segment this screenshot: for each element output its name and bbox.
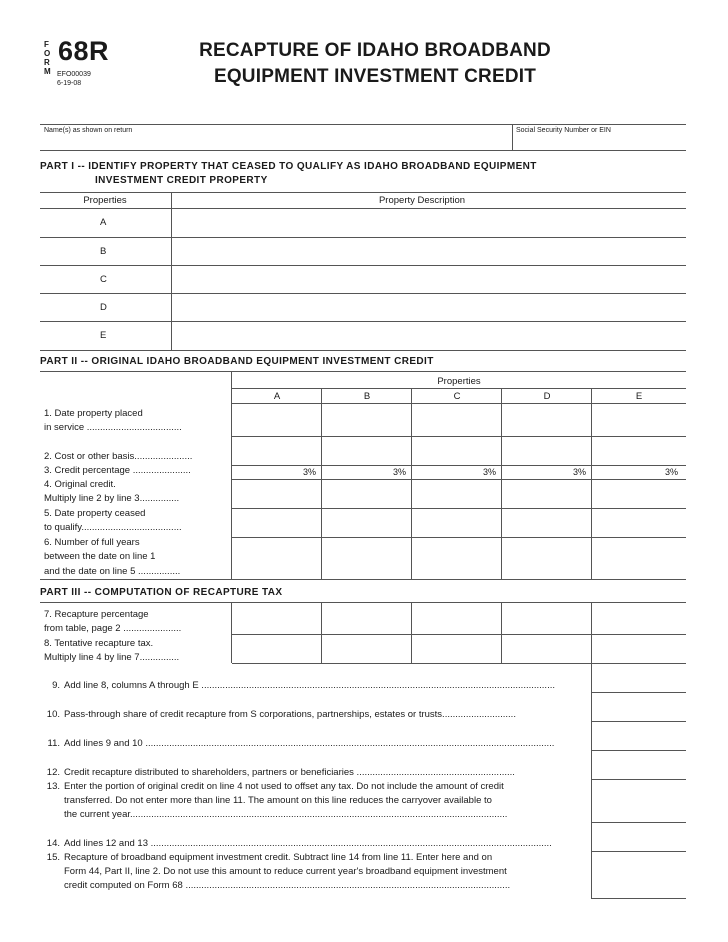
description-field-a[interactable] [173, 209, 685, 236]
part2-col-d: D [543, 391, 551, 402]
description-field-d[interactable] [173, 294, 685, 320]
line11-amount-field[interactable] [593, 722, 685, 749]
part2-line2: 2. Cost or other basis...................... [44, 451, 193, 462]
credit-pct-d: 3% [572, 467, 586, 477]
part2-line3: 3. Credit percentage ...................... [44, 465, 191, 476]
line9: 9. Add line 8, columns A through E ...................................................................................................................................... [52, 680, 555, 691]
part2-line1: 1. Date property placed in service .................................... [44, 408, 182, 434]
credit-pct-c: 3% [482, 467, 496, 477]
part1-row-c: C [100, 274, 107, 285]
form-date: 6-19-08 [57, 80, 82, 87]
part1-row-e: E [100, 330, 107, 341]
part2-properties-header: Properties [437, 376, 481, 387]
part2-col-e: E [635, 391, 643, 402]
part1-title: PART I -- IDENTIFY PROPERTY THAT CEASED TO QUALIFY AS IDAHO BROADBAND EQUIPMENT [40, 161, 537, 172]
line9-amount-field[interactable] [593, 664, 685, 691]
line13-amount-field[interactable] [593, 780, 685, 821]
line14: 14. Add lines 12 and 13 ........................................................................................................................................................ [46, 838, 552, 849]
description-field-c[interactable] [173, 266, 685, 292]
part3-line7: 7. Recapture percentage from table, page 2 ...................... [44, 609, 182, 635]
part2-title: PART II -- ORIGINAL IDAHO BROADBAND EQUIPMENT INVESTMENT CREDIT [40, 356, 434, 367]
part2-col-a: A [273, 391, 281, 402]
line10: 10. Pass-through share of credit recapture from S corporations, partnerships, estates or trusts............................ [46, 709, 516, 720]
credit-pct-e: 3% [664, 467, 678, 477]
ssn-field[interactable] [514, 134, 684, 149]
part2-line4: 4. Original credit. Multiply line 2 by line 3............... [44, 479, 180, 505]
line15-amount-field[interactable] [593, 852, 685, 897]
part1-row-a: A [100, 217, 107, 228]
line13: 13. Enter the portion of original credit on line 4 not used to offset any tax. Do not include the amount of credit [46, 781, 504, 792]
form-vertical-label: F O R M [44, 40, 51, 76]
description-field-b[interactable] [173, 238, 685, 264]
part1-row-d: D [100, 302, 107, 313]
credit-pct-b: 3% [392, 467, 406, 477]
line11: 11. Add lines 9 and 10 ........................................................................................................................................................... [47, 738, 555, 749]
form-number: 68R [58, 36, 110, 66]
name-label: Name(s) as shown on return [44, 127, 133, 134]
name-field[interactable] [40, 134, 510, 149]
line15: 15. Recapture of broadband equipment investment credit. Subtract line 14 from line 11. Enter here and on [46, 852, 493, 863]
form-code: EFO00039 [57, 71, 91, 78]
part2-line6: 6. Number of full years between the date on line 1 and the date on line 5 ................ [44, 537, 181, 577]
form-title-line2: EQUIPMENT INVESTMENT CREDIT [213, 66, 537, 87]
line12: 12. Credit recapture distributed to shareholders, partners or beneficiaries ............................................................ [46, 767, 515, 778]
line12-amount-field[interactable] [593, 751, 685, 778]
line15-cont1: Form 44, Part II, line 2. Do not use this amount to reduce current year's broadband equipment investment [64, 866, 507, 877]
part1-title-cont: INVESTMENT CREDIT PROPERTY [95, 175, 268, 186]
part2-line5: 5. Date property ceased to qualify...................................... [44, 508, 182, 534]
part3-line8: 8. Tentative recapture tax. Multiply line 4 by line 7............... [44, 638, 180, 664]
line13-cont2: the current year............................................................................................................................................... [64, 809, 508, 820]
line13-cont1: transferred. Do not enter more than line 11. The amount on this line reduces the carryover available to [64, 795, 492, 806]
line14-amount-field[interactable] [593, 823, 685, 850]
part1-col-properties: Properties [83, 195, 127, 206]
credit-pct-a: 3% [302, 467, 316, 477]
part3-title: PART III -- COMPUTATION OF RECAPTURE TAX [40, 587, 283, 598]
line15-cont2: credit computed on Form 68 ........................................................................................................................... [64, 880, 511, 891]
form-title-line1: RECAPTURE OF IDAHO BROADBAND [199, 40, 551, 61]
part1-col-description: Property Description [378, 195, 466, 206]
ssn-label: Social Security Number or EIN [516, 127, 611, 134]
part2-col-c: C [453, 391, 461, 402]
line10-amount-field[interactable] [593, 693, 685, 720]
part1-row-b: B [100, 246, 107, 257]
part2-col-b: B [363, 391, 371, 402]
description-field-e[interactable] [173, 322, 685, 349]
